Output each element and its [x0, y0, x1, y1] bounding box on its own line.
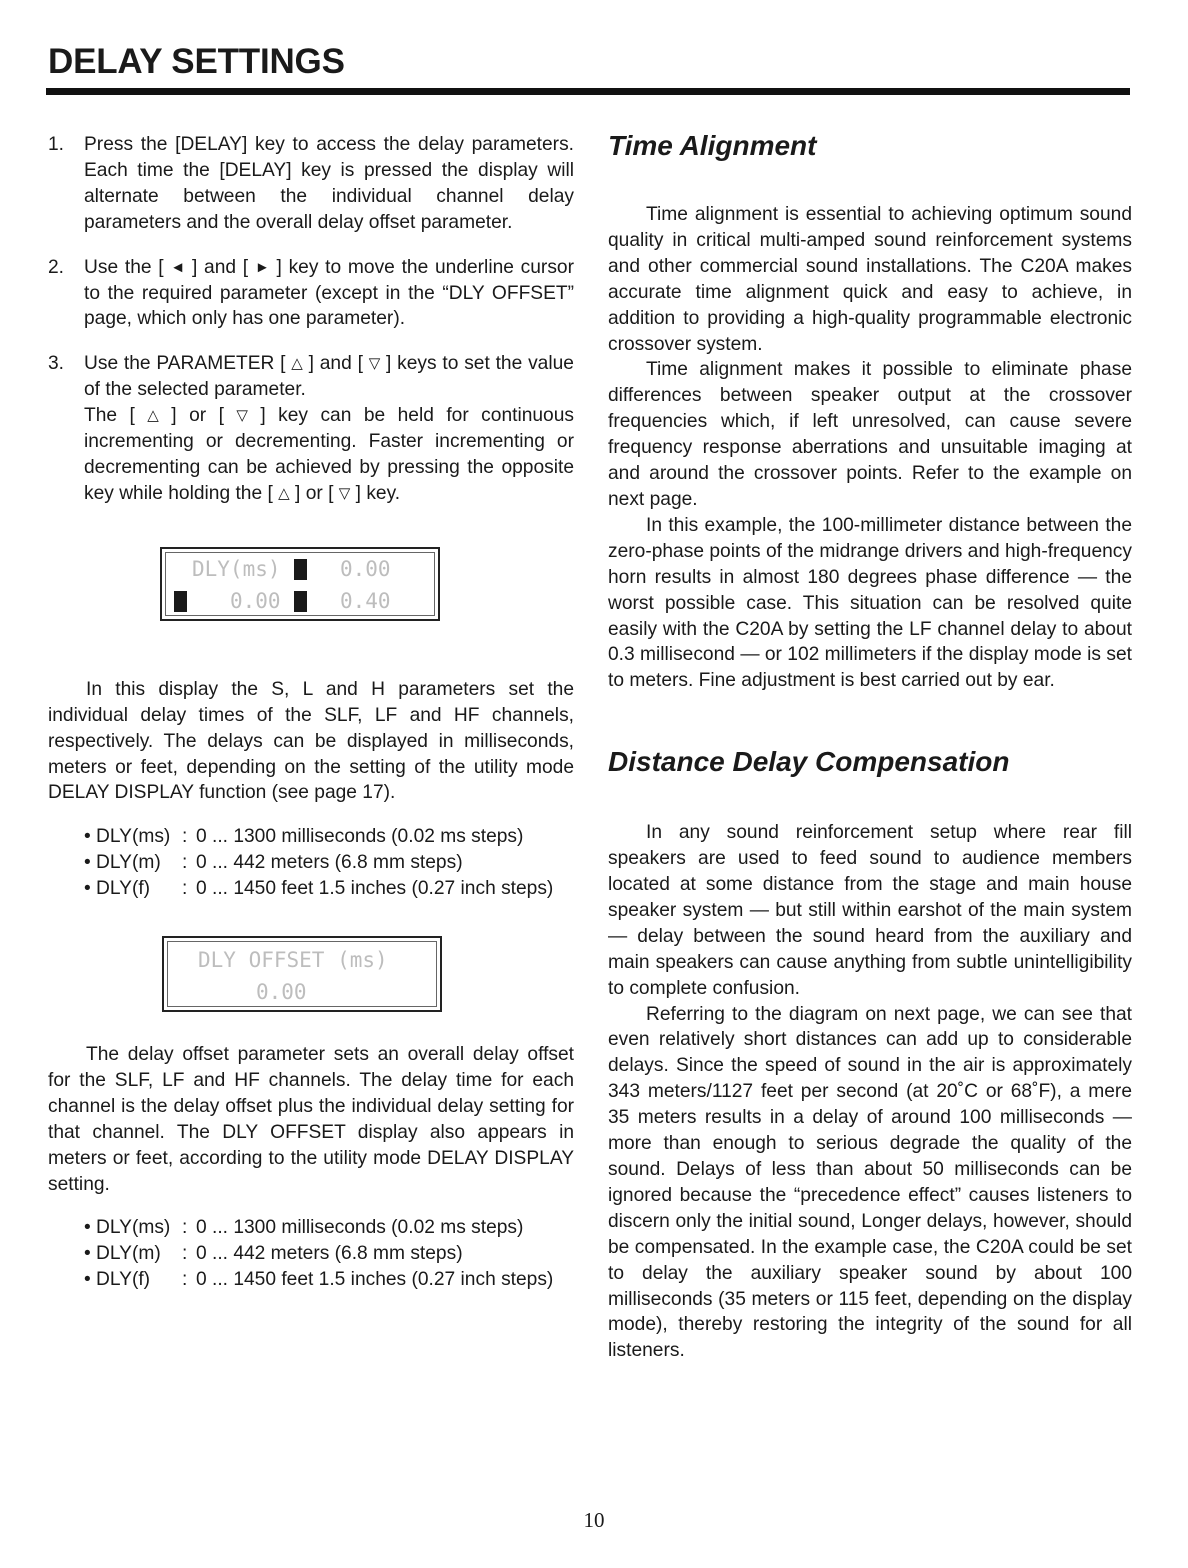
parameter-up-icon: △ [278, 484, 290, 502]
lcd-l-cursor-block [174, 591, 187, 612]
parameter-up-icon: △ [291, 355, 303, 373]
step-2: 2. Use the [ ◄ ] and [ ► ] key to move the underline cursor to the required parameter (except in the “DLY OFFSET” page, which only has one parameter). [48, 256, 574, 330]
title-rule [46, 88, 1130, 95]
step-number: 3. [48, 353, 65, 375]
right-column [608, 128, 1132, 1364]
lcd-h-value: 0.40 [340, 588, 391, 613]
cursor-right-icon: ► [254, 258, 270, 276]
lcd-offset-display [162, 936, 442, 1012]
lcd-row1-label: DLY(ms) [192, 556, 281, 581]
left-column [48, 132, 574, 1293]
parameter-down-icon: ▽ [338, 484, 351, 502]
spec-item: • DLY(ms) : 0 ... 1300 milliseconds (0.02 ms steps) [84, 826, 524, 848]
distance-p1: In any sound reinforcement setup where rear fill speakers are used to feed sound to audience members located at some distance from the stage and main house speaker system — but still within earshot of the main system — delay between the sound heard from the auxiliary and main speakers can cause anything from subtle unintelligibility to complete confusion. [608, 822, 1132, 999]
lcd-l-value: 0.00 [230, 588, 281, 613]
time-alignment-p3: In this example, the 100-millimeter distance between the zero-phase points of the midrange drivers and high-frequency horn results in almost 180 degrees phase difference — the worst possible case. This situation can be resolved quite easily with the C20A by setting the LF channel delay to about 0.3 millisecond — or 102 millimeters if the display mode is set to meters. Fine adjustment is best carried out by ear. [608, 514, 1132, 692]
spec-item: • DLY(ms) : 0 ... 1300 milliseconds (0.02 ms steps) [84, 1217, 524, 1239]
parameter-up-icon: △ [147, 407, 159, 425]
lcd-s-value: 0.00 [340, 556, 391, 581]
distance-heading: Distance Delay Compensation [608, 746, 1010, 778]
lcd-h-cursor-block [294, 591, 307, 612]
step-3-continuation: The [ △ ] or [ ▽ ] key can be held for continuous incrementing or decrementing. Faster incrementing or decrementing can be achieved by pressing the opposite key while holding the [ △ ] or [ ▽ ] key. [84, 403, 574, 507]
display-paragraph: In this display the S, L and H parameters set the individual delay times of the SLF, LF and HF channels, respectively. The delays can be displayed in milliseconds, meters or feet, depending on the setting of the utility mode DELAY DISPLAY function (see page 17). [48, 678, 574, 804]
step-3: 3. Use the PARAMETER [ △ ] and [ ▽ ] keys to set the value of the selected parameter. The [ △ ] or [ ▽ ] key can be held for continuous incrementing or decrementing. Faster incrementing or decrementing can be achieved by pressing the opposite key while holding the [ △ ] or [ ▽ ] key. [48, 351, 574, 506]
page-title: DELAY SETTINGS [48, 42, 345, 81]
spec-item: • DLY(m) : 0 ... 442 meters (6.8 mm steps) [84, 1243, 463, 1265]
spec-item: • DLY(f) : 0 ... 1450 feet 1.5 inches (0.27 inch steps) [84, 1269, 554, 1291]
lcd-s-cursor-block [294, 559, 307, 580]
parameter-down-icon: ▽ [236, 407, 248, 425]
step-1 [48, 132, 574, 236]
spec-item: • DLY(f) : 0 ... 1450 feet 1.5 inches (0.27 inch steps) [84, 878, 554, 900]
spec-item: • DLY(m) : 0 ... 442 meters (6.8 mm steps) [84, 852, 463, 874]
lcd-offset-label: DLY OFFSET (ms) [198, 948, 388, 973]
distance-p2: Referring to the diagram on next page, we can see that even relatively short distances can add up to considerable delays. Since the speed of sound in the air is approximately 343 meters/1127 feet per second (at 20˚C or 68˚F), a mere 35 meters results in a delay of around 100 milliseconds — more than enough to serious degrade the quality of the sound. Delays of less than about 50 milliseconds can be ignored because the “precedence effect” causes listeners to discern only the initial sound, Longer delays, however, should be compensated. In the example case, the C20A could be set to delay the auxiliary speaker sound by about 100 milliseconds (35 meters or 115 feet, depending on the display mode), thereby restoring the integrity of the sound for all listeners. [608, 1003, 1132, 1362]
time-alignment-p1: Time alignment is essential to achieving optimum sound quality in critical multi-amped sound reinforcement systems and other commercial sound installations. The C20A makes accurate time alignment quick and easy to achieve, in addition to providing a high-quality programmable electronic crossover system. [608, 204, 1132, 355]
delay-spec-list [84, 824, 574, 902]
offset-paragraph: The delay offset parameter sets an overall delay offset for the SLF, LF and HF channels. The delay time for each channel is the delay offset plus the individual delay setting for that channel. The DLY OFFSET display also appears in meters or feet, according to the utility mode DELAY DISPLAY setting. [48, 1044, 574, 1195]
lcd-delay-display [160, 547, 440, 621]
time-alignment-p2: Time alignment makes it possible to eliminate phase differences between speaker output at the crossover frequencies which, if left unresolved, can cause severe frequency response aberrations and unsuitable imaging at and around the crossover points. Refer to the example on next page. [608, 359, 1132, 510]
page-number: 10 [583, 1508, 605, 1532]
cursor-left-icon: ◄ [170, 258, 186, 276]
step-number: 1. [48, 134, 65, 155]
offset-spec-list [84, 1215, 574, 1293]
step-number: 2. [48, 256, 65, 278]
parameter-down-icon: ▽ [368, 355, 381, 373]
step-text: Press the [DELAY] key to access the delay parameters. Each time the [DELAY] key is pressed the display will alternate between the individual channel delay parameters and the overall delay offset parameter. [84, 134, 574, 233]
steps-list [48, 132, 574, 507]
time-alignment-heading: Time Alignment [608, 130, 817, 161]
lcd-offset-value: 0.00 [256, 980, 307, 1005]
